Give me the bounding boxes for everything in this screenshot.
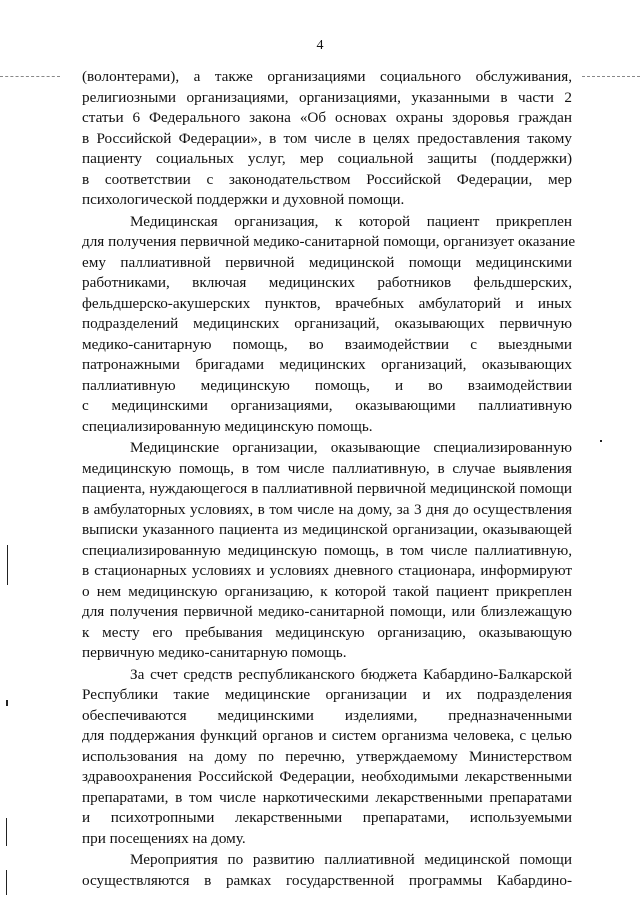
text-line: Медицинские организации, оказывающие специализированную [130, 439, 572, 456]
text-line: осуществляются в рамках государственной программы Кабардино- [82, 871, 572, 889]
text-line: (волонтерами), а также организациями социального обслуживания, [82, 68, 572, 85]
text-line: работниками, включая медицинских работников фельдшерских, [82, 274, 572, 291]
scan-margin-mark [7, 545, 8, 585]
text-line: Мероприятия по развитию паллиативной медицинской помощи [130, 851, 572, 868]
text-line: первичную медико-санитарную помощь. [82, 644, 347, 661]
paragraph-1 [82, 67, 572, 211]
text-line: в Российской Федерации», в том числе в целях предоставления такому [82, 129, 572, 147]
text-line: для поддержания функций органов и систем организма человека, с целью [82, 727, 572, 744]
text-line: ему паллиативной первичной медицинской помощи медицинскими [82, 253, 572, 271]
text-line: к месту его пребывания медицинскую организацию, оказывающую [82, 623, 572, 641]
text-line: для получения первичной медико-санитарной помощи, или близлежащую [82, 603, 572, 620]
document-body [82, 67, 576, 891]
text-line: здравоохранения Российской Федерации, необходимыми лекарственными [82, 768, 572, 785]
text-line: Медицинская организация, к которой пациент прикреплен [130, 212, 572, 230]
paragraph-2 [82, 212, 576, 438]
top-left-rule [0, 76, 60, 77]
text-line: специализированную медицинскую помощь, в том числе паллиативную, [82, 541, 572, 559]
text-line: медико-санитарную помощь, во взаимодействии с выездными [82, 335, 572, 353]
text-line: и психотропными лекарственными препаратами, используемыми [82, 809, 572, 826]
text-line: выписки указанного пациента из медицинской организации, оказывающей [82, 521, 572, 538]
text-line: статьи 6 Федерального закона «Об основах охраны здоровья граждан [82, 109, 572, 126]
text-line: пациенту социальных услуг, мер социальной защиты (поддержки) [82, 150, 572, 167]
text-line: в стационарных условиях и условиях дневного стационара, информируют [82, 562, 572, 579]
paragraph-3 [82, 438, 572, 664]
text-line: медицинскую помощь, в том числе паллиативную, в случае выявления [82, 459, 572, 477]
scan-margin-mark [6, 870, 7, 895]
text-line: религиозными организациями, организациями, указанными в части 2 [82, 88, 572, 106]
text-line: патронажными бригадами медицинских организаций, оказывающих [82, 356, 572, 373]
scan-margin-mark [6, 700, 8, 706]
text-line: За счет средств республиканского бюджета Кабардино-Балкарской [130, 665, 572, 683]
text-line: специализированную медицинскую помощь. [82, 417, 373, 435]
text-line: подразделений медицинских организаций, оказывающих первичную [82, 315, 572, 332]
text-line: обеспечиваются медицинскими изделиями, предназначенными [82, 706, 572, 724]
top-right-rule [582, 76, 640, 77]
scan-speck [600, 440, 602, 442]
text-line: о нем медицинскую организацию, к которой такой пациент прикреплен [82, 582, 572, 600]
text-line: фельдшерско-акушерских пунктов, врачебных амбулаторий и иных [82, 294, 572, 312]
text-line: в соответствии с законодательством Российской Федерации, мер [82, 170, 572, 188]
text-line: Республики такие медицинские организации и их подразделения [82, 686, 572, 703]
text-line: в амбулаторных условиях, в том числе на дому, за 3 дня до осуществления [82, 500, 572, 518]
text-line: пациента, нуждающегося в паллиативной первичной медицинской помощи [82, 480, 572, 497]
text-line: препаратами, в том числе наркотическими лекарственными препаратами [82, 788, 572, 806]
text-line: при посещениях на дому. [82, 829, 246, 847]
page-number: 4 [316, 38, 324, 53]
text-line: психологической поддержки и духовной помощи. [82, 191, 405, 208]
scan-margin-mark [6, 818, 7, 846]
text-line: паллиативную медицинскую помощь, и во взаимодействии [82, 376, 572, 394]
text-line: с медицинскими организациями, оказывающими паллиативную [82, 397, 572, 414]
paragraph-5 [82, 850, 572, 891]
paragraph-4 [82, 665, 572, 850]
text-line: для получения первичной медико-санитарной помощи, организует оказание [82, 233, 576, 250]
text-line: использования на дому по перечню, утверждаемому Министерством [82, 747, 572, 765]
